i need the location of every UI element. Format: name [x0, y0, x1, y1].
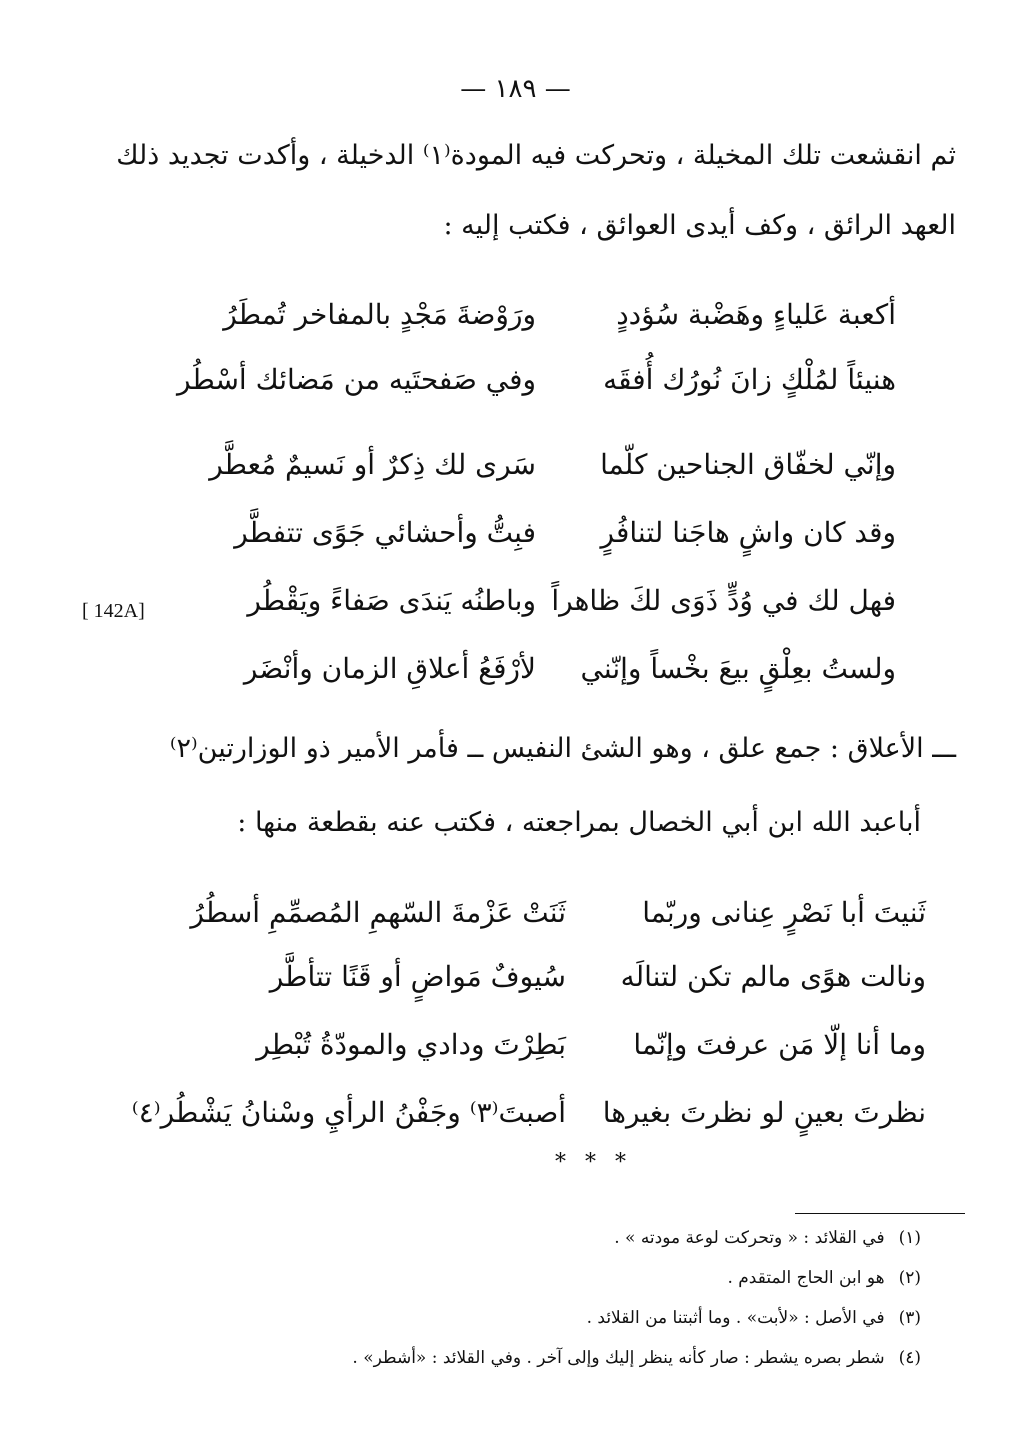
verse-line: [190, 888, 926, 938]
verse-line: [209, 440, 896, 490]
section-divider-stars: * * *: [555, 1150, 632, 1175]
verse-hemistich: فهل لك في وُدٍّ ذَوَى لكَ ظاهراً: [551, 584, 896, 617]
paragraph: ثم انقشعت تلك المخيلة ، وتحركت فيه المودة⁽١⁾ الدخيلة ، وأكدت تجديد ذلك: [116, 140, 956, 171]
verse-hemistich: بَطِرْتَ ودادي والمودّةُ تُبْطِر: [256, 1028, 566, 1061]
verse-line: [226, 952, 926, 1002]
footnote-text: في القلائد : « وتحركت لوعة مودته » .: [614, 1228, 885, 1248]
footnote-separator: [795, 1213, 965, 1214]
verse-hemistich: نظرتَ بعينٍ لو نظرتَ بغيرها: [602, 1096, 926, 1129]
verse-hemistich: وإنّي لخفّاق الجناحين كلّما: [600, 448, 896, 481]
footnote-number: (٤): [898, 1348, 921, 1368]
footnote-text: شطر بصره يشطر : صار كأنه ينظر إليك وإلى آخر . وفي القلائد : «أشطر» .: [352, 1348, 885, 1368]
page-number: — ١٨٩ —: [460, 74, 571, 104]
verse-hemistich: هنيئاً لمُلْكٍ زانَ نُورُك أُفقَه: [603, 363, 896, 396]
verse-hemistich: أصبتَ⁽٣⁾ وجَفْنُ الرأيِ وسْنانُ يَشْطُر⁽٤⁾: [131, 1096, 566, 1129]
footnote-number: (١): [898, 1228, 921, 1248]
verse-hemistich: ثَنيتَ أبا نَصْرٍ عِنانى وربّما: [642, 896, 926, 929]
footnote: [352, 1348, 921, 1368]
verse-hemistich: أكعبة عَلياءٍ وهَضْبة سُؤددٍ: [616, 298, 896, 331]
verse-hemistich: سُيوفٌ مَواضٍ أو قَنًا تتأطَّر: [269, 960, 566, 993]
verse-line: [236, 508, 896, 558]
verse-line: [236, 576, 896, 626]
verse-hemistich: سَرى لك ذِكرٌ أو نَسيمٌ مُعطَّر: [209, 448, 536, 481]
verse-hemistich: وباطنُه يَندَى صَفاءً ويَقْطُر: [247, 584, 536, 617]
verse-hemistich: ونالت هوًى مالم تكن لتنالَه: [620, 960, 926, 993]
verse-hemistich: ورَوْضةَ مَجْدٍ بالمفاخر تُمطَرُ: [223, 298, 536, 331]
footnote: [727, 1268, 921, 1288]
verse-hemistich: ولستُ بعِلْقٍ بيعَ بخْساً وإنّني: [580, 652, 896, 685]
margin-folio-marker: [ 142A]: [82, 600, 145, 622]
verse-hemistich: وفي صَفحتَيه من مَضائك أسْطُر: [177, 363, 536, 396]
footnote-text: هو ابن الحاج المتقدم .: [727, 1268, 885, 1288]
verse-hemistich: فبِتُّ وأحشائي جَوًى تتفطَّر: [234, 516, 536, 549]
verse-line: [131, 1088, 926, 1138]
footnote-number: (٣): [898, 1308, 921, 1328]
footnote-number: (٢): [898, 1268, 921, 1288]
verse-hemistich: وما أنا إلّا مَن عرفتَ وإنّما: [633, 1028, 926, 1061]
paragraph: ـــ الأعلاق : جمع علق ، وهو الشئ النفيس ــ فأمر الأمير ذو الوزارتين⁽٢⁾: [169, 733, 956, 764]
verse-line: [236, 644, 896, 694]
verse-hemistich: ثَنَتْ عَزْمةَ السّهمِ المُصمِّمِ أسطُرُ: [190, 896, 566, 929]
verse-line: [223, 290, 896, 340]
verse-line: [177, 355, 896, 405]
paragraph: العهد الرائق ، وكف أيدى العوائق ، فكتب إليه :: [443, 210, 956, 241]
footnote: [614, 1228, 921, 1248]
paragraph: أباعبد الله ابن أبي الخصال بمراجعته ، فكتب عنه بقطعة منها :: [237, 807, 921, 838]
footnote-text: في الأصل : «لأبت» . وما أثبتنا من القلائد .: [586, 1308, 885, 1328]
verse-hemistich: لأرْفَعُ أعلاقِ الزمان وأنْضَر: [243, 652, 536, 685]
footnote: [587, 1308, 921, 1328]
verse-hemistich: وقد كان واشٍ هاجَنا لتنافُرٍ: [600, 516, 896, 549]
verse-line: [226, 1020, 926, 1070]
